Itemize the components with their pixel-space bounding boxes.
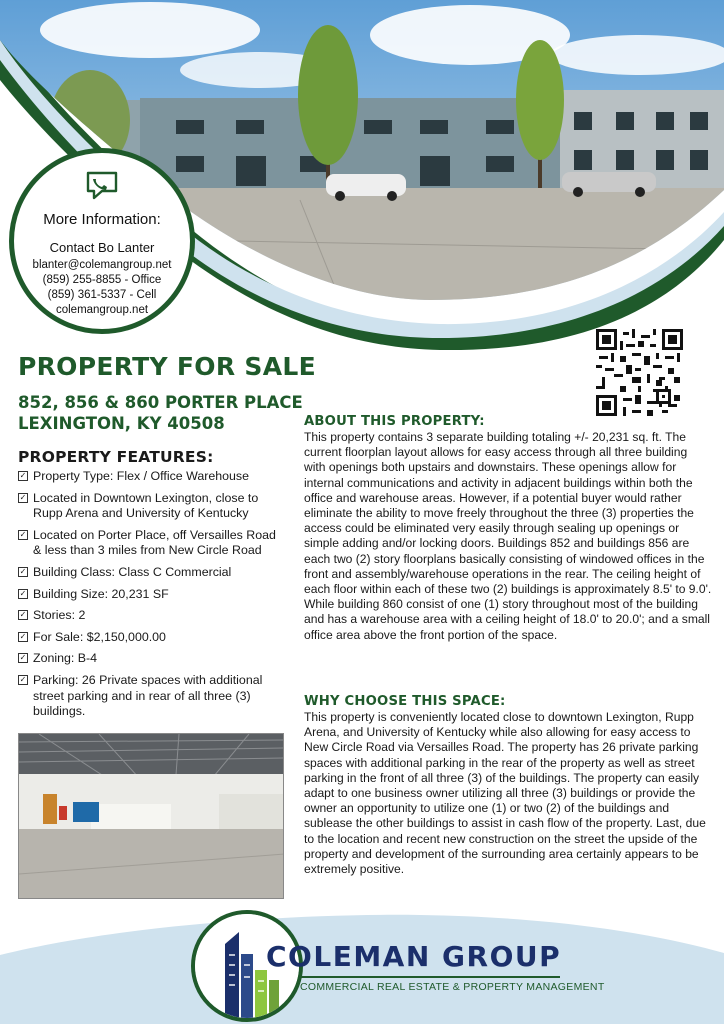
check-box-icon: ✓ <box>19 566 27 576</box>
address-line-1: 852, 856 & 860 PORTER PLACE <box>18 393 303 412</box>
check-box-icon: ✓ <box>19 653 27 663</box>
why-heading: WHY CHOOSE THIS SPACE: <box>304 694 506 709</box>
feature-text: Building Class: Class C Commercial <box>33 564 232 579</box>
check-box-icon: ✓ <box>19 674 27 684</box>
about-heading: ABOUT THIS PROPERTY: <box>304 414 485 429</box>
list-item <box>18 469 286 485</box>
contact-website[interactable]: colemangroup.net <box>55 304 149 316</box>
check-box-icon: ✓ <box>19 529 27 539</box>
about-body: This property contains 3 separate building totaling +/- 20,231 sq. ft. The current floorplan layout allows for easy access through all three building with openings both upstairs and downstairs. These openings allow for internal communications and activity in adjacent buildings within both the office and warehouse areas. However, if a potential buyer would rather eliminate the ability to move freely throughout the three (3) properties the access could be eliminated very easily through sealing up openings or simple adding and/or locking doors. Buildings 852 and buildings 856 are each two (2) story floorplans basically consisting of windowed offices in the front and assembly/warehouse operations in the rear. The ceiling height of each floor within each of these two (2) buildings is approximately 8.5' to 9.0'. While building 860 consist of one (1) story throughout most of the building and has a warehouse area with a ceiling height of 18.0' to 20.0'; and a small office area above the front portion of the space. <box>304 430 712 642</box>
check-box-icon: ✓ <box>19 471 27 480</box>
contact-heading: More Information: <box>43 211 161 228</box>
list-item <box>18 630 286 646</box>
why-body: This property is conveniently located close to downtown Lexington, Rupp Arena, and University of Kentucky while also allowing for easy access to New Circle Road via Versailles Road. The property has 26 private parking spaces with additional parking in the rear of the property as well as street parking in the front of all three (3) of the buildings. The property can easily adapt to one business owner utilizing all three (3) buildings or provide the owner an opportunity to utilize one (1) or two (2) of the buildings and sublease the other buildings to assist in cash flow of the property. Last, due to the location and recent new construction on the street the upside of the property and development of the surrounding area certainly appears to be extremely positive. <box>304 710 706 877</box>
feature-text: Parking: 26 Private spaces with additional street parking and in rear of all three (3) buildings. <box>33 672 263 719</box>
logo-divider <box>300 976 560 978</box>
contact-email[interactable]: blanter@colemangroup.net <box>32 259 172 271</box>
property-address <box>18 392 303 434</box>
features-list <box>18 469 286 726</box>
page-title: PROPERTY FOR SALE <box>18 352 316 381</box>
contact-phone-office[interactable]: (859) 255-8855 - Office <box>42 274 162 286</box>
list-item <box>18 587 286 603</box>
feature-text: For Sale: $2,150,000.00 <box>33 629 166 644</box>
contact-phone-cell[interactable]: (859) 361-5337 - Cell <box>47 289 157 301</box>
list-item <box>18 651 286 667</box>
contact-card <box>9 148 195 334</box>
feature-text: Building Size: 20,231 SF <box>33 586 169 601</box>
feature-text: Zoning: B-4 <box>33 651 98 666</box>
check-box-icon: ✓ <box>19 588 27 598</box>
list-item <box>18 565 286 581</box>
list-item <box>18 528 286 559</box>
company-name: COLEMAN GROUP <box>266 940 562 973</box>
contact-name: Contact Bo Lanter <box>49 240 155 255</box>
feature-text: Stories: 2 <box>33 608 86 623</box>
feature-text: Located in Downtown Lexington, close to Rupp Arena and University of Kentucky <box>33 490 259 521</box>
list-item <box>18 673 286 720</box>
company-tagline: COMMERCIAL REAL ESTATE & PROPERTY MANAGEMENT <box>300 981 605 993</box>
warehouse-interior-photo <box>18 733 284 899</box>
features-heading: PROPERTY FEATURES: <box>18 448 214 466</box>
check-box-icon: ✓ <box>19 631 27 641</box>
address-line-2: LEXINGTON, KY 40508 <box>18 414 225 433</box>
phone-chat-icon <box>82 167 122 207</box>
feature-text: Property Type: Flex / Office Warehouse <box>33 469 250 483</box>
list-item <box>18 608 286 624</box>
check-box-icon: ✓ <box>19 610 27 620</box>
check-box-icon: ✓ <box>19 492 27 502</box>
qr-code[interactable] <box>596 329 683 416</box>
list-item <box>18 491 286 522</box>
feature-text: Located on Porter Place, off Versailles Road & less than 3 miles from New Circle Road <box>33 527 276 558</box>
